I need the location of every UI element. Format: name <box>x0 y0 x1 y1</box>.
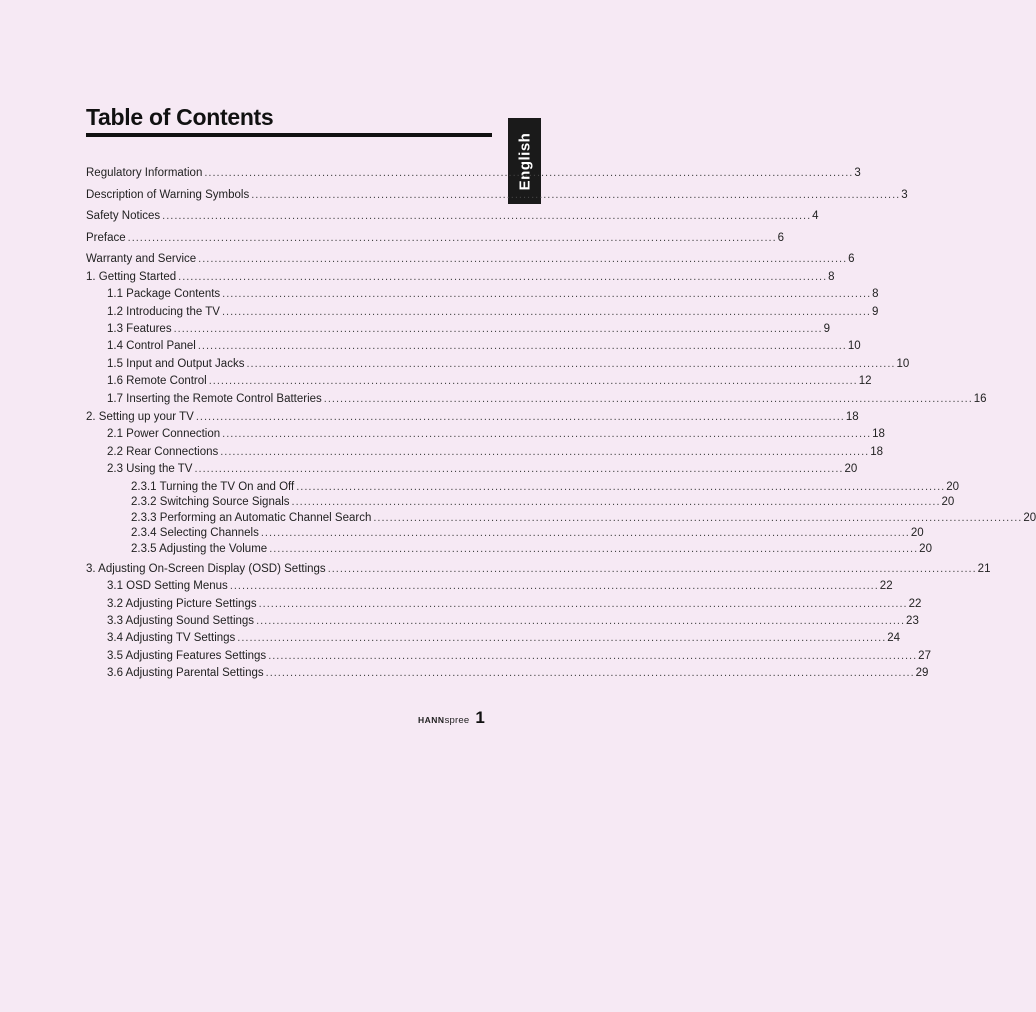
toc-entry-label: 2.3.4 Selecting Channels <box>131 527 259 539</box>
toc-leader-dots: ................................................................................................................................................................ <box>195 411 845 423</box>
toc-entry-page: 6 <box>848 253 855 265</box>
language-tab-label: English <box>516 132 534 190</box>
brand-logo <box>418 715 469 726</box>
toc-entry-page: 20 <box>1023 512 1036 524</box>
toc-entry-label: 3.6 Adjusting Parental Settings <box>107 667 264 679</box>
toc-entry-label: 2.3.3 Performing an Automatic Channel Search <box>131 512 372 524</box>
toc-entry-page: 6 <box>777 232 785 244</box>
toc-leader-dots: ................................................................................................................................................................ <box>268 650 918 662</box>
toc-entry-label: 3.5 Adjusting Features Settings <box>107 650 267 662</box>
toc-leader-dots: ................................................................................................................................................................ <box>296 481 946 493</box>
toc-entry-page: 8 <box>872 288 879 300</box>
toc-entry <box>86 305 879 319</box>
toc-entry-page: 12 <box>858 375 872 387</box>
toc-entry-label: 2.3.2 Switching Source Signals <box>131 496 290 508</box>
toc-entry-page: 16 <box>973 393 987 405</box>
toc-entry <box>86 666 929 680</box>
toc-entry-label: 2.1 Power Connection <box>107 428 221 440</box>
toc-entry <box>86 427 885 441</box>
toc-entry-label: Warranty and Service <box>86 253 197 265</box>
toc-entry <box>86 392 987 406</box>
toc-leader-dots: ................................................................................................................................................................ <box>258 598 908 610</box>
toc-entry-page: 18 <box>870 446 884 458</box>
toc-entry-page: 23 <box>906 615 919 627</box>
toc-leader-dots: ................................................................................................................................................................ <box>127 232 777 244</box>
toc-entry-label: Description of Warning Symbols <box>86 189 250 201</box>
toc-entry-label: Regulatory Information <box>86 167 203 179</box>
toc-entry-label: 1.1 Package Contents <box>107 288 221 300</box>
toc-entry-label: 1.7 Inserting the Remote Control Batteries <box>107 393 322 405</box>
toc-leader-dots: ................................................................................................................................................................ <box>173 323 823 335</box>
toc-leader-dots: ................................................................................................................................................................ <box>198 253 848 265</box>
toc-entry-label: 2.3.5 Adjusting the Volume <box>131 543 268 555</box>
toc-leader-dots: ................................................................................................................................................................ <box>194 463 844 475</box>
toc-leader-dots: ................................................................................................................................................................ <box>323 393 973 405</box>
toc-entry-page: 27 <box>918 650 931 662</box>
toc-entry <box>86 526 924 540</box>
toc-leader-dots: ................................................................................................................................................................ <box>260 527 910 539</box>
toc-entry-label: 1.3 Features <box>107 323 172 335</box>
toc-entry-label: 3.3 Adjusting Sound Settings <box>107 615 255 627</box>
title-rule <box>86 133 492 137</box>
toc-entry-page: 22 <box>908 598 922 610</box>
footer-brand <box>418 708 485 728</box>
toc-entry-page: 9 <box>823 323 830 335</box>
toc-entry <box>86 270 835 284</box>
toc-entry-page: 20 <box>844 463 858 475</box>
toc-entry-label: 1. Getting Started <box>86 271 177 283</box>
toc-leader-dots: ................................................................................................................................................................ <box>327 563 977 575</box>
toc-entry-page: 9 <box>871 306 879 318</box>
toc-entry-page: 18 <box>872 428 885 440</box>
toc-entry-page: 18 <box>845 411 859 423</box>
toc-leader-dots: ................................................................................................................................................................ <box>246 358 896 370</box>
toc-entry <box>86 339 861 353</box>
toc-entry <box>86 252 855 266</box>
toc-entry-label: Preface <box>86 232 126 244</box>
toc-entry-label: 3.1 OSD Setting Menus <box>107 580 228 592</box>
toc-entry-page: 8 <box>828 271 835 283</box>
toc-leader-dots: ................................................................................................................................................................ <box>251 189 901 201</box>
toc-entry <box>86 614 919 628</box>
toc-entry <box>86 231 785 245</box>
toc-leader-dots: ................................................................................................................................................................ <box>222 428 872 440</box>
toc-entry <box>86 631 901 645</box>
toc-leader-dots: ................................................................................................................................................................ <box>237 632 887 644</box>
toc-entry-page: 20 <box>946 481 960 493</box>
toc-entry <box>86 495 955 509</box>
toc-entry <box>86 322 830 336</box>
toc-entry-page: 3 <box>901 189 908 201</box>
toc-entry <box>86 166 861 180</box>
toc-entry <box>86 480 960 494</box>
toc-leader-dots: ................................................................................................................................................................ <box>222 288 872 300</box>
toc-leader-dots: ................................................................................................................................................................ <box>204 167 854 179</box>
toc-entry-label: 1.2 Introducing the TV <box>107 306 220 318</box>
toc-entry <box>86 357 910 371</box>
toc-entry-label: 2.2 Rear Connections <box>107 446 219 458</box>
toc-entry <box>86 597 922 611</box>
toc-entry-label: 1.6 Remote Control <box>107 375 207 387</box>
toc-entry-page: 20 <box>941 496 955 508</box>
toc-leader-dots: ................................................................................................................................................................ <box>229 580 879 592</box>
toc-entry-label: Safety Notices <box>86 210 161 222</box>
toc-leader-dots: ................................................................................................................................................................ <box>269 543 919 555</box>
toc-entry-page: 3 <box>854 167 861 179</box>
page-number: 1 <box>475 708 485 727</box>
toc-entry-label: 2.3 Using the TV <box>107 463 193 475</box>
toc-leader-dots: ................................................................................................................................................................ <box>373 512 1023 524</box>
toc-entry <box>86 287 879 301</box>
brand-logo-bold: HANN <box>418 715 445 725</box>
toc-leader-dots: ................................................................................................................................................................ <box>221 306 871 318</box>
toc-entry <box>86 649 931 663</box>
toc-entry <box>86 542 932 556</box>
brand-logo-rest: spree <box>444 715 470 726</box>
toc-entry <box>86 410 859 424</box>
toc-leader-dots: ................................................................................................................................................................ <box>265 667 915 679</box>
toc-entry <box>86 209 819 223</box>
toc-entry <box>86 511 1036 525</box>
toc-leader-dots: ................................................................................................................................................................ <box>291 496 941 508</box>
toc-entry-label: 1.4 Control Panel <box>107 340 196 352</box>
toc-entry-page: 24 <box>887 632 901 644</box>
toc-entry-label: 3. Adjusting On-Screen Display (OSD) Settings <box>86 563 326 575</box>
toc-leader-dots: ................................................................................................................................................................ <box>208 375 858 387</box>
toc-entry-label: 1.5 Input and Output Jacks <box>107 358 245 370</box>
toc-entry-page: 20 <box>919 543 932 555</box>
toc-entry <box>86 579 893 593</box>
toc-entry-label: 3.4 Adjusting TV Settings <box>107 632 236 644</box>
toc-entry-label: 2. Setting up your TV <box>86 411 194 423</box>
toc-entry <box>86 374 872 388</box>
toc-entry-page: 10 <box>896 358 910 370</box>
toc-entry <box>86 445 884 459</box>
toc-entry-label: 2.3.1 Turning the TV On and Off <box>131 481 295 493</box>
page-title: Table of Contents <box>86 104 274 130</box>
toc-leader-dots: ................................................................................................................................................................ <box>256 615 906 627</box>
toc-leader-dots: ................................................................................................................................................................ <box>197 340 847 352</box>
toc-entry-page: 21 <box>977 563 991 575</box>
toc-entry <box>86 562 991 576</box>
toc-entry-page: 20 <box>910 527 924 539</box>
toc-entry <box>86 462 858 476</box>
toc-entry-page: 4 <box>812 210 819 222</box>
toc-entry-page: 29 <box>915 667 929 679</box>
toc-leader-dots: ................................................................................................................................................................ <box>220 446 870 458</box>
toc-entry-page: 10 <box>847 340 861 352</box>
toc-leader-dots: ................................................................................................................................................................ <box>178 271 828 283</box>
toc-leader-dots: ................................................................................................................................................................ <box>162 210 812 222</box>
toc-entry <box>86 188 908 202</box>
toc-entry-page: 22 <box>879 580 893 592</box>
toc-entry-label: 3.2 Adjusting Picture Settings <box>107 598 257 610</box>
